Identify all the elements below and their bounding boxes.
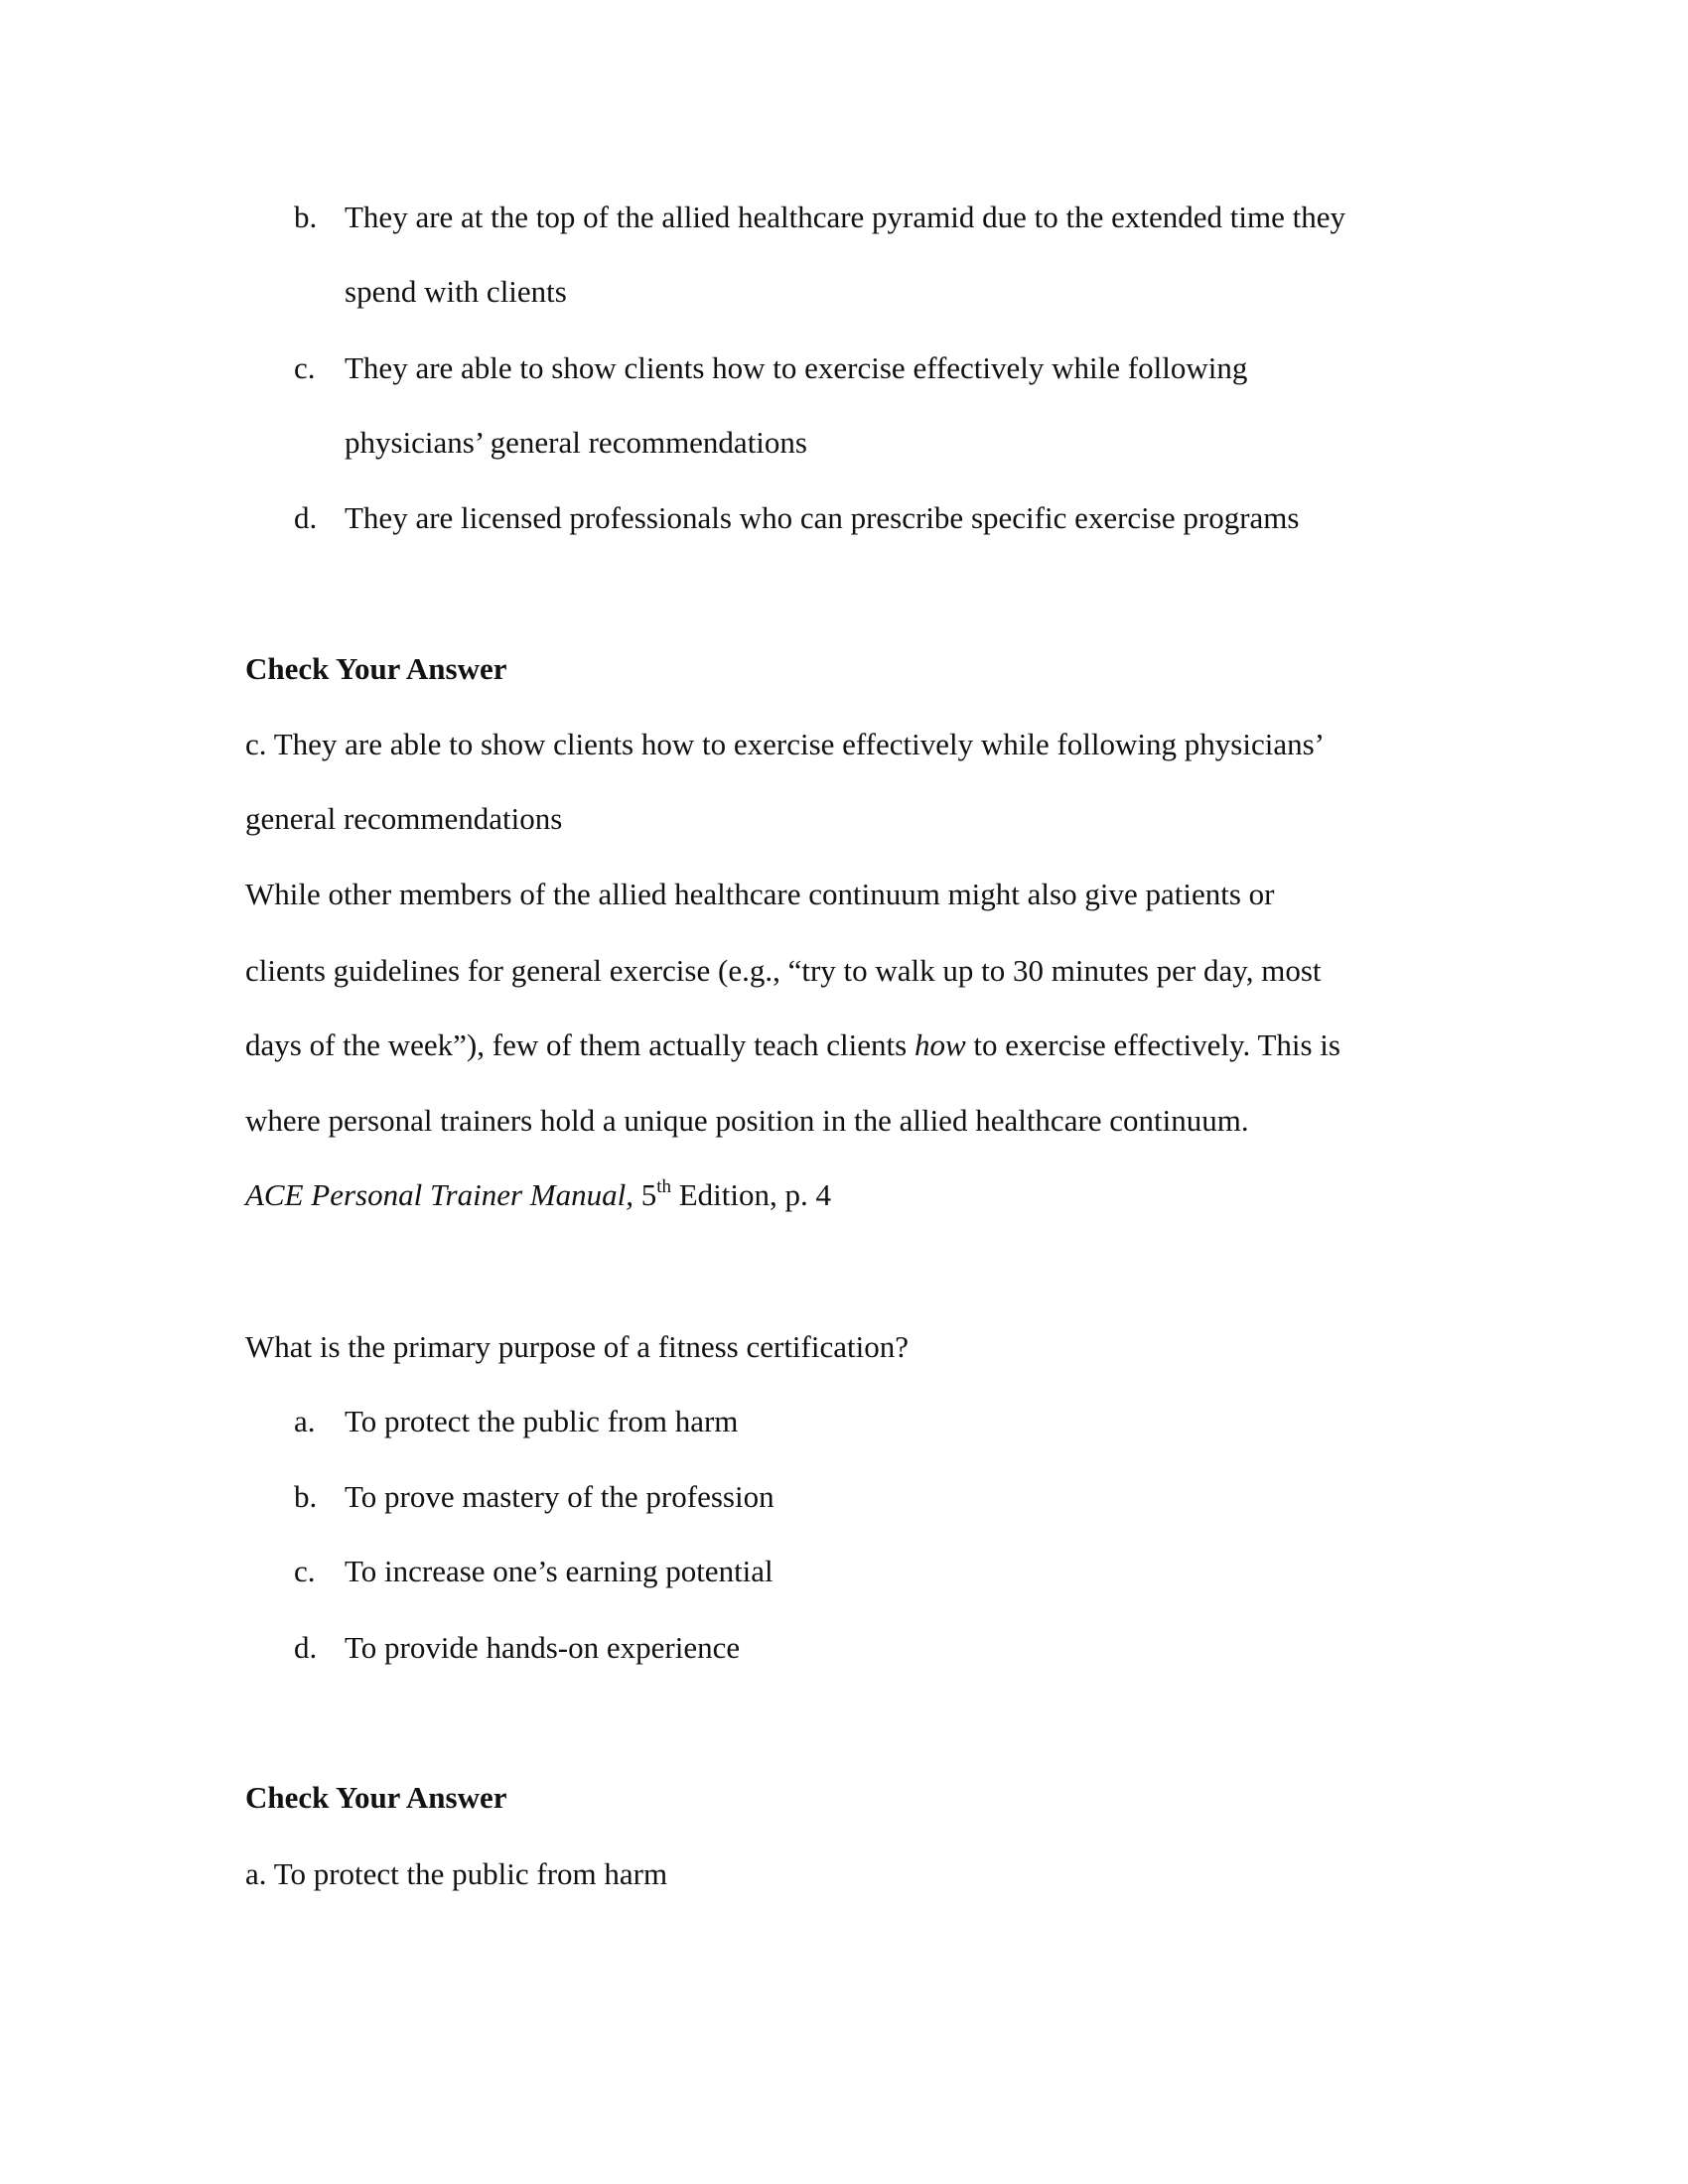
explanation-line: clients guidelines for general exercise (e.g., “try to walk up to 30 minutes per day, most <box>245 953 1322 988</box>
citation-edition: 5 <box>633 1177 657 1212</box>
option-letter: d. <box>294 500 318 535</box>
check-answer-heading: Check Your Answer <box>245 651 507 686</box>
option-text: To provide hands-on experience <box>345 1630 741 1665</box>
citation-title: ACE Personal Trainer Manual, <box>245 1177 633 1212</box>
option-letter: d. <box>294 1630 318 1665</box>
explanation-line: where personal trainers hold a unique position in the allied healthcare continuum. <box>245 1103 1249 1138</box>
explanation-line <box>245 1025 1340 1065</box>
option-text: physicians’ general recommendations <box>345 425 807 460</box>
option-text: To protect the public from harm <box>345 1404 739 1438</box>
explanation-text: to exercise effectively. This is <box>965 1027 1340 1062</box>
question-text: What is the primary purpose of a fitness certification? <box>245 1329 909 1364</box>
emphasis: how <box>914 1027 966 1062</box>
citation <box>245 1175 831 1215</box>
option-text: To prove mastery of the profession <box>345 1479 774 1514</box>
option-text: spend with clients <box>345 274 567 309</box>
option-letter: b. <box>294 1479 318 1514</box>
explanation-text: days of the week”), few of them actually teach clients <box>245 1027 914 1062</box>
option-text: To increase one’s earning potential <box>345 1554 774 1588</box>
answer-text: general recommendations <box>245 801 563 836</box>
citation-rest: Edition, p. 4 <box>670 1177 832 1212</box>
check-answer-heading: Check Your Answer <box>245 1780 507 1815</box>
explanation-line: While other members of the allied healthcare continuum might also give patients or <box>245 877 1275 911</box>
citation-sup: th <box>656 1176 671 1197</box>
option-letter: c. <box>294 1554 316 1588</box>
option-letter: c. <box>294 350 316 385</box>
option-text: They are able to show clients how to exercise effectively while following <box>345 350 1248 385</box>
answer-text: a. To protect the public from harm <box>245 1856 668 1891</box>
answer-text: c. They are able to show clients how to exercise effectively while following physicians’ <box>245 727 1325 761</box>
option-letter: b. <box>294 200 318 234</box>
option-letter: a. <box>294 1404 316 1438</box>
option-text: They are licensed professionals who can prescribe specific exercise programs <box>345 500 1300 535</box>
option-text: They are at the top of the allied healthcare pyramid due to the extended time they <box>345 200 1345 234</box>
